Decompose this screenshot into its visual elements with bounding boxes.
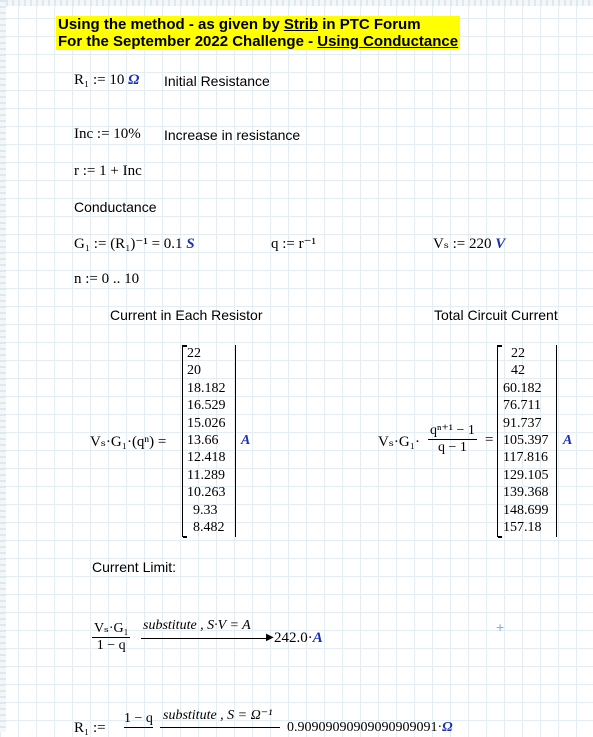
- header-region[interactable]: [56, 16, 460, 50]
- header-line-2: [56, 33, 460, 50]
- matrix-cell: 13.66: [187, 433, 219, 449]
- inc-definition[interactable]: Inc := 10%: [74, 126, 141, 142]
- bottom-result-value: 0.90909090909090909091·: [287, 720, 443, 735]
- matrix-cell: 12.418: [187, 450, 226, 466]
- matrix-cell: 42: [511, 363, 525, 379]
- total-values-column: [498, 345, 556, 536]
- r1-comment[interactable]: Initial Resistance: [164, 73, 270, 89]
- total-expression-left[interactable]: Vₛ·G₁·: [378, 434, 420, 450]
- current-matrix[interactable]: [182, 345, 236, 537]
- limit-arrow-head: ▶: [266, 632, 274, 643]
- total-unit: A: [563, 433, 573, 448]
- current-values-column: [183, 345, 235, 536]
- g1-expr: G₁ := (R₁)⁻¹ = 0.1: [74, 236, 183, 252]
- inc-comment[interactable]: Increase in resistance: [164, 127, 301, 143]
- r1-definition[interactable]: [74, 72, 139, 89]
- top-ruler: [0, 0, 593, 6]
- n-definition[interactable]: n := 0 .. 10: [74, 271, 140, 287]
- limit-fraction: [92, 620, 130, 654]
- total-fraction[interactable]: [428, 422, 477, 456]
- header-line1-pre: Using the method - as given by: [58, 16, 284, 33]
- matrix-cell: 60.182: [503, 380, 542, 396]
- matrix-cell: 139.368: [503, 485, 549, 501]
- header-author-name: Strib: [283, 16, 319, 33]
- limit-symbolic-op: [143, 618, 251, 634]
- header-line2-link: Using Conductance: [317, 33, 459, 50]
- vs-definition[interactable]: [433, 234, 505, 253]
- bottom-lhs[interactable]: R₁ :=: [74, 720, 106, 736]
- r-definition[interactable]: r := 1 + Inc: [74, 163, 142, 179]
- total-denominator: q − 1: [438, 440, 467, 455]
- bottom-arrow-line: [160, 727, 280, 728]
- q-definition[interactable]: q := r⁻¹: [271, 236, 317, 252]
- current-limit-label[interactable]: Current Limit:: [92, 559, 177, 575]
- matrix-cell: 16.529: [187, 398, 226, 414]
- limit-result-value: 242.0·: [274, 630, 313, 646]
- limit-arrow-line: [141, 638, 271, 639]
- matrix-cell: 20: [187, 363, 201, 379]
- matrix-cell: 9.33: [193, 502, 218, 518]
- current-unit: A: [241, 433, 251, 448]
- vs-unit: V: [495, 236, 506, 252]
- r1-unit: Ω: [128, 72, 140, 88]
- limit-op-text: substitute , S·V = A: [143, 618, 251, 633]
- matrix-cell: 91.737: [503, 415, 542, 431]
- header-line2-pre: For the September 2022 Challenge -: [58, 33, 318, 50]
- bottom-symbolic-op: [163, 707, 272, 724]
- g1-unit: S: [186, 236, 195, 252]
- matrix-cell: 157.18: [503, 520, 542, 536]
- matrix-cell: 11.289: [187, 467, 225, 483]
- matrix-cell: 15.026: [187, 415, 226, 431]
- matrix-cell: 76.711: [503, 398, 541, 414]
- limit-result: [274, 630, 323, 647]
- header-line-1: [56, 16, 460, 33]
- bottom-numerator: 1 − q: [124, 711, 153, 726]
- matrix-cell: 129.105: [503, 467, 549, 483]
- total-matrix[interactable]: [497, 345, 557, 537]
- current-section-label[interactable]: Current in Each Resistor: [110, 307, 263, 323]
- g1-definition[interactable]: [74, 234, 195, 253]
- limit-result-unit: A: [312, 630, 323, 646]
- limit-denominator: 1 − q: [96, 638, 126, 653]
- matrix-cell: 18.182: [187, 380, 226, 396]
- total-section-label[interactable]: Total Circuit Current: [434, 307, 558, 323]
- left-edge: [0, 0, 6, 732]
- current-expression[interactable]: Vₛ·G₁·(qⁿ) =: [90, 434, 167, 450]
- matrix-cell: 8.482: [193, 520, 225, 536]
- bottom-result-unit: Ω: [442, 720, 453, 735]
- crosshair-cursor-icon: +: [496, 619, 505, 635]
- header-line1-post: in PTC Forum: [318, 16, 421, 33]
- matrix-cell: 148.699: [503, 502, 549, 518]
- limit-numerator: Vₛ·G₁: [94, 621, 129, 636]
- conductance-label[interactable]: Conductance: [74, 199, 157, 215]
- matrix-cell: 117.816: [503, 450, 548, 466]
- vs-expr: Vₛ := 220: [433, 236, 492, 252]
- bottom-result: [287, 720, 453, 736]
- matrix-cell: 105.397: [503, 433, 549, 449]
- limit-expression[interactable]: [92, 620, 130, 654]
- total-numerator: qⁿ⁺¹ − 1: [430, 423, 475, 438]
- total-equals: =: [485, 432, 494, 448]
- matrix-cell: 22: [187, 346, 201, 361]
- bottom-op-text: substitute , S = Ω⁻¹: [163, 708, 273, 723]
- r1-expr: R₁ := 10: [74, 72, 125, 88]
- matrix-cell: 22: [511, 346, 525, 361]
- matrix-cell: 10.263: [187, 485, 226, 501]
